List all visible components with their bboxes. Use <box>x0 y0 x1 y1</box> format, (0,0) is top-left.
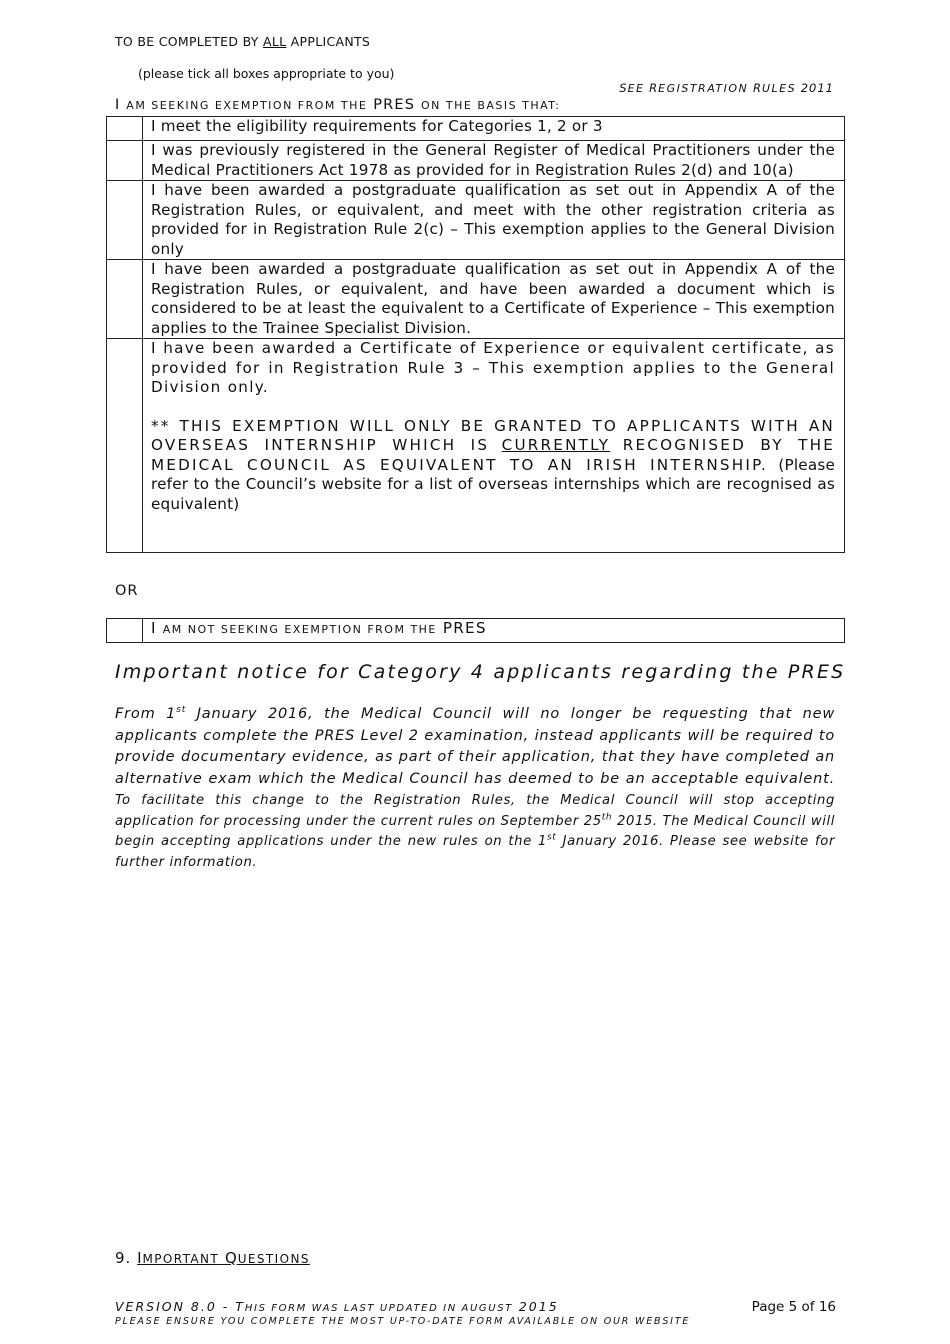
exemption-row <box>107 141 845 181</box>
exemption-text: I have been awarded a postgraduate qualification as set out in Appendix A of the Registration Rules, or equivalent, and have been awarded a document which is considered to be at least the equivalent to a Certificate of Experience – This exemption applies to the Trainee Specialist Division. <box>143 260 845 339</box>
page-number: Page 5 of 16 <box>751 1299 836 1315</box>
exemption-row <box>107 339 845 553</box>
exemption-checkbox[interactable] <box>107 181 143 260</box>
exemption-text-with-note <box>143 339 845 553</box>
exemption-text: I have been awarded a Certificate of Experience or equivalent certificate, as provided for in Registration Rule 3 – This exemption applies to the General Division only. <box>151 339 835 396</box>
or-separator: OR <box>115 583 139 599</box>
not-seeking-checkbox[interactable] <box>107 619 143 643</box>
exemption-options-table <box>106 116 845 553</box>
not-seeking-text: I AM NOT SEEKING EXEMPTION FROM THE PRES <box>143 619 845 643</box>
exemption-checkbox[interactable] <box>107 260 143 339</box>
footer-version: VERSION 8.0 - THIS FORM WAS LAST UPDATED IN AUGUST 2015 <box>115 1299 559 1314</box>
notice-body: From 1st January 2016, the Medical Council will no longer be requesting that new applicants complete the PRES Level 2 examination, instead applicants will be required to provide documentary evidence, as part of their application, that they have completed an alternative exam which the Medical Council has deemed to be an acceptable equivalent. To facilitate this change to the Registration Rules, the Medical Council will stop accepting application for processing under the current rules on September 25th 2015. The Medical Council will begin accepting applications under the new rules on the 1st January 2016. Please see website for further information. <box>115 705 835 870</box>
registration-rules-reference: SEE REGISTRATION RULES 2011 <box>619 81 834 95</box>
exemption-checkbox[interactable] <box>107 117 143 141</box>
exemption-row <box>107 181 845 260</box>
not-seeking-row <box>107 619 845 643</box>
completed-by-all: ALL <box>263 34 287 49</box>
exemption-checkbox[interactable] <box>107 339 143 553</box>
exemption-text: I meet the eligibility requirements for Categories 1, 2 or 3 <box>143 117 845 141</box>
exemption-row <box>107 260 845 339</box>
not-seeking-table <box>106 618 845 643</box>
completed-by-heading <box>115 34 370 49</box>
notice-title: Important notice for Category 4 applicants regarding the PRES <box>115 661 846 683</box>
completed-by-suffix: APPLICANTS <box>290 34 371 49</box>
tick-instruction: (please tick all boxes appropriate to you) <box>138 66 395 81</box>
completed-by-prefix: TO BE COMPLETED BY <box>115 34 259 49</box>
exemption-text: I have been awarded a postgraduate qualification as set out in Appendix A of the Registration Rules, or equivalent, and meet with the other registration criteria as provided for in Registration Rule 2(c) – This exemption applies to the General Division only <box>143 181 845 260</box>
seeking-exemption-heading: I AM SEEKING EXEMPTION FROM THE PRES ON THE BASIS THAT: <box>115 97 561 113</box>
exemption-checkbox[interactable] <box>107 141 143 181</box>
section-heading-important-questions: 9. IMPORTANT QUESTIONS <box>115 1249 310 1267</box>
internship-note: ** THIS EXEMPTION WILL ONLY BE GRANTED TO APPLICANTS WITH AN OVERSEAS INTERNSHIP WHICH IS CURRENTLY RECOGNISED BY THE MEDICAL COUNCIL AS EQUIVALENT TO AN IRISH INTERNSHIP. (Please refer to the Council’s website for a list of overseas internships which are recognised as equivalent) <box>151 416 836 513</box>
exemption-row <box>107 117 845 141</box>
footer-ensure-note: PLEASE ENSURE YOU COMPLETE THE MOST UP-TO-DATE FORM AVAILABLE ON OUR WEBSITE <box>115 1316 691 1327</box>
exemption-text: I was previously registered in the General Register of Medical Practitioners under the Medical Practitioners Act 1978 as provided for in Registration Rules 2(d) and 10(a) <box>143 141 845 181</box>
